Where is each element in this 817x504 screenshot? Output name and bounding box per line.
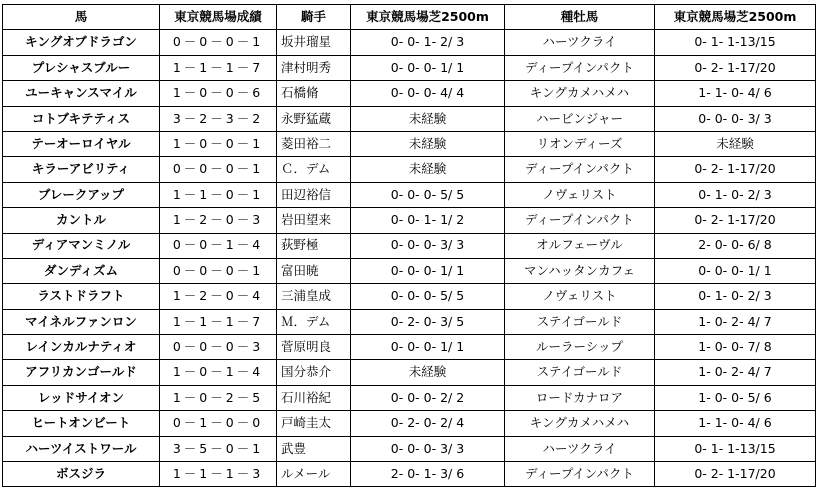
- tokyo-record-cell: 1－0－2－5: [160, 385, 277, 410]
- sire-turf2500-cell: 0- 0- 0- 1/ 1: [655, 258, 816, 283]
- table-row: [3, 30, 816, 55]
- sire-turf2500-cell: 0- 2- 1-17/20: [655, 208, 816, 233]
- tokyo-record-cell: 1－0－0－6: [160, 81, 277, 106]
- jockey-name-cell: 永野猛蔵: [277, 106, 351, 131]
- jockey-turf2500-cell: 未経験: [351, 131, 505, 156]
- horse-name-cell: プレシャスブルー: [3, 55, 160, 80]
- tokyo-record-cell: 0－0－0－1: [160, 30, 277, 55]
- tokyo-record-cell: 1－1－1－7: [160, 55, 277, 80]
- jockey-turf2500-cell: 0- 0- 0- 1/ 1: [351, 258, 505, 283]
- table-row: [3, 258, 816, 283]
- jockey-name-cell: 菅原明良: [277, 335, 351, 360]
- horse-name-cell: ヒートオンビート: [3, 411, 160, 436]
- jockey-name-cell: 国分恭介: [277, 360, 351, 385]
- table-row: [3, 309, 816, 334]
- horse-name-cell: キングオブドラゴン: [3, 30, 160, 55]
- jockey-name-cell: 岩田望来: [277, 208, 351, 233]
- jockey-turf2500-cell: 未経験: [351, 360, 505, 385]
- tokyo-record-cell: 0－0－0－1: [160, 157, 277, 182]
- header-jockey-turf2500: 東京競馬場芝2500m: [351, 5, 505, 30]
- sire-name-cell: ロードカナロア: [505, 385, 655, 410]
- jockey-name-cell: 菱田裕二: [277, 131, 351, 156]
- tokyo-record-cell: 0－1－0－0: [160, 411, 277, 436]
- sire-name-cell: ハーツクライ: [505, 30, 655, 55]
- table-row: [3, 284, 816, 309]
- jockey-turf2500-cell: 2- 0- 1- 3/ 6: [351, 462, 505, 487]
- horse-name-cell: ディアマンミノル: [3, 233, 160, 258]
- horse-name-cell: キラーアビリティ: [3, 157, 160, 182]
- table-row: [3, 335, 816, 360]
- table-row: [3, 182, 816, 207]
- sire-turf2500-cell: 1- 0- 0- 7/ 8: [655, 335, 816, 360]
- sire-name-cell: ステイゴールド: [505, 309, 655, 334]
- table-row: [3, 131, 816, 156]
- jockey-name-cell: 武豊: [277, 436, 351, 461]
- table-row: [3, 462, 816, 487]
- header-jockey: 騎手: [277, 5, 351, 30]
- jockey-turf2500-cell: 0- 0- 0- 2/ 2: [351, 385, 505, 410]
- sire-turf2500-cell: 0- 1- 0- 2/ 3: [655, 182, 816, 207]
- jockey-turf2500-cell: 0- 0- 0- 1/ 1: [351, 335, 505, 360]
- sire-name-cell: ディープインパクト: [505, 208, 655, 233]
- sire-turf2500-cell: 1- 1- 0- 4/ 6: [655, 81, 816, 106]
- horse-name-cell: ダンディズム: [3, 258, 160, 283]
- jockey-turf2500-cell: 未経験: [351, 106, 505, 131]
- table-row: [3, 55, 816, 80]
- sire-name-cell: ハービンジャー: [505, 106, 655, 131]
- horse-name-cell: カントル: [3, 208, 160, 233]
- sire-name-cell: ディープインパクト: [505, 55, 655, 80]
- tokyo-record-cell: 1－2－0－4: [160, 284, 277, 309]
- sire-turf2500-cell: 0- 1- 1-13/15: [655, 436, 816, 461]
- jockey-name-cell: 富田暁: [277, 258, 351, 283]
- sire-turf2500-cell: 1- 0- 2- 4/ 7: [655, 360, 816, 385]
- sire-name-cell: ノヴェリスト: [505, 284, 655, 309]
- tokyo-record-cell: 0－0－0－3: [160, 335, 277, 360]
- header-sire: 種牡馬: [505, 5, 655, 30]
- horse-name-cell: アフリカンゴールド: [3, 360, 160, 385]
- table-row: [3, 436, 816, 461]
- sire-name-cell: ディープインパクト: [505, 462, 655, 487]
- jockey-name-cell: Ｃ．デム: [277, 157, 351, 182]
- jockey-name-cell: 田辺裕信: [277, 182, 351, 207]
- tokyo-record-cell: 3－5－0－1: [160, 436, 277, 461]
- table-row: [3, 360, 816, 385]
- sire-turf2500-cell: 0- 2- 1-17/20: [655, 462, 816, 487]
- jockey-turf2500-cell: 0- 2- 0- 3/ 5: [351, 309, 505, 334]
- header-sire-turf2500: 東京競馬場芝2500m: [655, 5, 816, 30]
- horse-name-cell: ユーキャンスマイル: [3, 81, 160, 106]
- tokyo-record-cell: 0－0－0－1: [160, 258, 277, 283]
- jockey-turf2500-cell: 0- 0- 0- 1/ 1: [351, 55, 505, 80]
- sire-name-cell: ルーラーシップ: [505, 335, 655, 360]
- sire-turf2500-cell: 未経験: [655, 131, 816, 156]
- jockey-name-cell: 石川裕紀: [277, 385, 351, 410]
- jockey-turf2500-cell: 0- 0- 1- 2/ 3: [351, 30, 505, 55]
- sire-turf2500-cell: 0- 2- 1-17/20: [655, 55, 816, 80]
- table-row: [3, 208, 816, 233]
- sire-turf2500-cell: 1- 0- 2- 4/ 7: [655, 309, 816, 334]
- horse-name-cell: ボスジラ: [3, 462, 160, 487]
- table-row: [3, 411, 816, 436]
- table-row: [3, 385, 816, 410]
- sire-name-cell: ディープインパクト: [505, 157, 655, 182]
- tokyo-record-cell: 1－1－1－7: [160, 309, 277, 334]
- header-horse: 馬: [3, 5, 160, 30]
- table-row: [3, 106, 816, 131]
- jockey-turf2500-cell: 0- 0- 0- 5/ 5: [351, 284, 505, 309]
- horse-name-cell: マイネルファンロン: [3, 309, 160, 334]
- jockey-name-cell: 石橋脩: [277, 81, 351, 106]
- sire-name-cell: ノヴェリスト: [505, 182, 655, 207]
- jockey-turf2500-cell: 0- 0- 0- 5/ 5: [351, 182, 505, 207]
- sire-turf2500-cell: 0- 2- 1-17/20: [655, 157, 816, 182]
- sire-name-cell: ハーツクライ: [505, 436, 655, 461]
- horse-stats-table: [2, 4, 816, 487]
- sire-turf2500-cell: 0- 0- 0- 3/ 3: [655, 106, 816, 131]
- jockey-turf2500-cell: 0- 0- 1- 1/ 2: [351, 208, 505, 233]
- jockey-turf2500-cell: 0- 0- 0- 4/ 4: [351, 81, 505, 106]
- table-row: [3, 233, 816, 258]
- tokyo-record-cell: 3－2－3－2: [160, 106, 277, 131]
- sire-turf2500-cell: 0- 1- 0- 2/ 3: [655, 284, 816, 309]
- header-row: [3, 5, 816, 30]
- header-tokyo-record: 東京競馬場成績: [160, 5, 277, 30]
- horse-name-cell: ブレークアップ: [3, 182, 160, 207]
- sire-turf2500-cell: 0- 1- 1-13/15: [655, 30, 816, 55]
- jockey-name-cell: ルメール: [277, 462, 351, 487]
- sire-name-cell: ステイゴールド: [505, 360, 655, 385]
- tokyo-record-cell: 1－2－0－3: [160, 208, 277, 233]
- sire-name-cell: オルフェーヴル: [505, 233, 655, 258]
- sire-name-cell: キングカメハメハ: [505, 81, 655, 106]
- tokyo-record-cell: 0－0－1－4: [160, 233, 277, 258]
- horse-name-cell: レインカルナティオ: [3, 335, 160, 360]
- jockey-turf2500-cell: 未経験: [351, 157, 505, 182]
- sire-turf2500-cell: 1- 0- 0- 5/ 6: [655, 385, 816, 410]
- tokyo-record-cell: 1－0－0－1: [160, 131, 277, 156]
- jockey-turf2500-cell: 0- 0- 0- 3/ 3: [351, 436, 505, 461]
- sire-name-cell: キングカメハメハ: [505, 411, 655, 436]
- horse-name-cell: ラストドラフト: [3, 284, 160, 309]
- tokyo-record-cell: 1－1－1－3: [160, 462, 277, 487]
- horse-name-cell: ハーツイストワール: [3, 436, 160, 461]
- tokyo-record-cell: 1－1－0－1: [160, 182, 277, 207]
- horse-name-cell: テーオーロイヤル: [3, 131, 160, 156]
- table-row: [3, 81, 816, 106]
- sire-name-cell: リオンディーズ: [505, 131, 655, 156]
- horse-name-cell: コトブキテティス: [3, 106, 160, 131]
- jockey-turf2500-cell: 0- 2- 0- 2/ 4: [351, 411, 505, 436]
- jockey-name-cell: 戸崎圭太: [277, 411, 351, 436]
- sire-turf2500-cell: 1- 1- 0- 4/ 6: [655, 411, 816, 436]
- table-row: [3, 157, 816, 182]
- jockey-turf2500-cell: 0- 0- 0- 3/ 3: [351, 233, 505, 258]
- jockey-name-cell: 津村明秀: [277, 55, 351, 80]
- jockey-name-cell: 三浦皇成: [277, 284, 351, 309]
- sire-turf2500-cell: 2- 0- 0- 6/ 8: [655, 233, 816, 258]
- horse-name-cell: レッドサイオン: [3, 385, 160, 410]
- sire-name-cell: マンハッタンカフェ: [505, 258, 655, 283]
- tokyo-record-cell: 1－0－1－4: [160, 360, 277, 385]
- jockey-name-cell: 荻野極: [277, 233, 351, 258]
- jockey-name-cell: Ｍ．デム: [277, 309, 351, 334]
- jockey-name-cell: 坂井瑠星: [277, 30, 351, 55]
